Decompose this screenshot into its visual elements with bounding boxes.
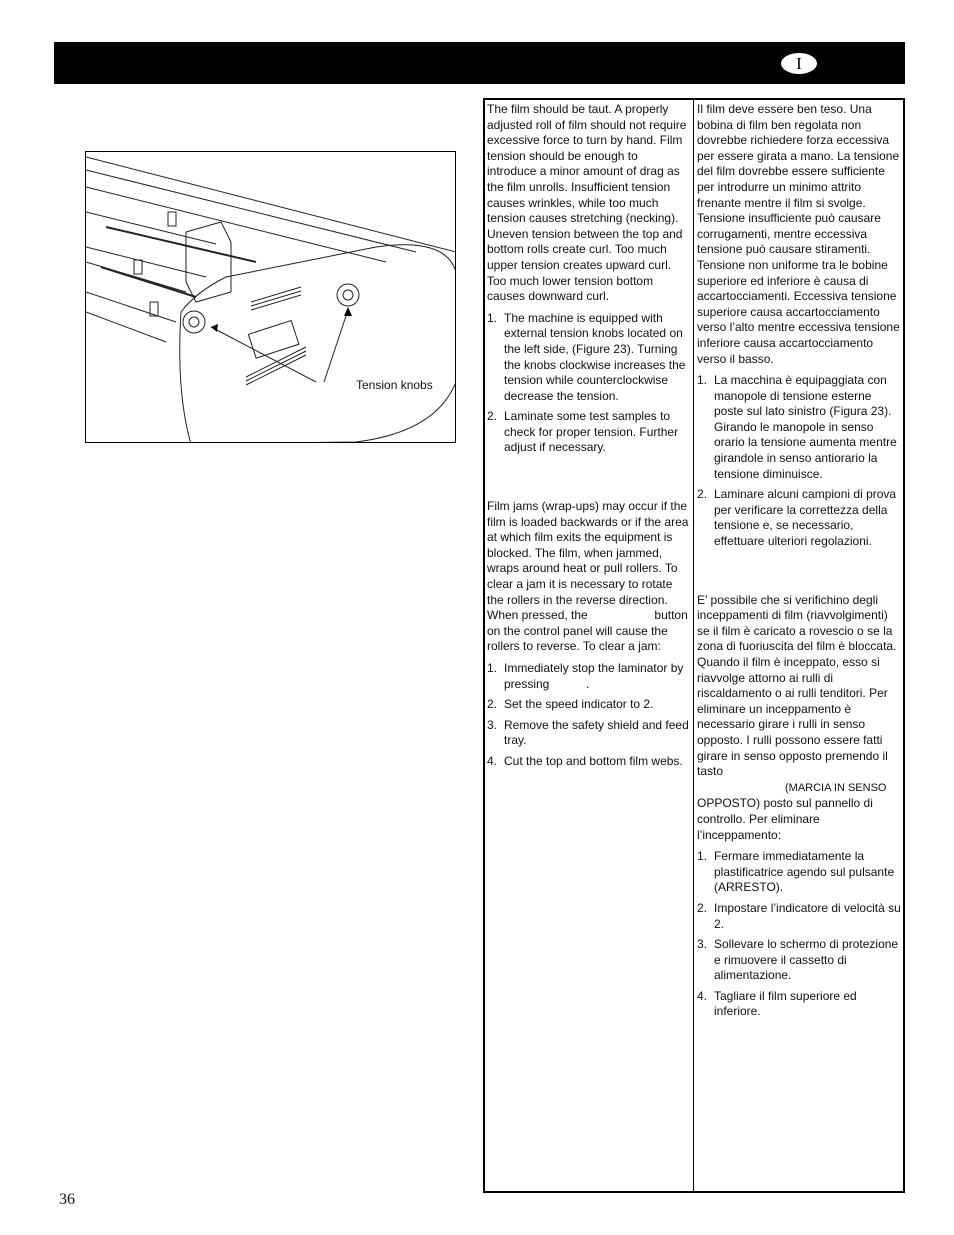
jam-intro-it: E’ possibile che si verifichino degli inceppamenti di film (riavvolgimenti) se il film è caricato a rovescio o se la zona di fuoriuscita del film è bloccata. Quando il film è inceppato, esso si riavvolge attorno ai rulli di riscaldamento o ai rulli tenditori. Per eliminare un inceppamento è necessario girare i rulli in senso opposto. I rulli possono essere fatti girare in senso opposto premendo il tasto (MARCIA IN SENSO OPPOSTO) posto sul pannello di controllo. Per eliminare l’inceppamento: (697, 592, 897, 842)
tension-knobs-label: Tension knobs (356, 378, 433, 392)
list-item: 1. The machine is equipped with external tension knobs located on the left side, (Figure 23). Turning the knobs clockwise increases the tension while counterclockwise decrease the tension. (487, 310, 686, 403)
laminator-illustration (86, 152, 456, 443)
english-column (487, 102, 692, 775)
header-bar (54, 42, 905, 84)
laminator-figure (85, 151, 456, 443)
list-item: 2. Set the speed indicator to 2. (487, 697, 654, 712)
list-item: 1. La macchina è equipaggiata con manopole di tensione esterne poste sul lato sinistro (Figura 23). Girando le manopole in senso orario la tensione aumenta mentre girandole in senso antiorario la tensione diminuisce. (697, 373, 897, 481)
tension-intro-en: The film should be taut. A properly adjusted roll of film should not require excessive force to turn by hand. Film tension should be enough to introduce a minor amount of drag as the film unrolls. Insufficient tension causes wrinkles, while too much tension causes stretching (necking). Uneven tension between the top and bottom rolls create curl. Too much upper tension creates upward curl. Too much lower tension bottom causes downward curl. (487, 102, 687, 304)
list-item: 2. Impostare l’indicatore di velocità su 2. (697, 900, 901, 931)
list-item: 1. Immediately stop the laminator by pressing . (487, 661, 687, 691)
italian-column (697, 102, 935, 1025)
list-item: 3. Sollevare lo schermo di protezione e rimuovere il cassetto di alimentazione. (697, 937, 899, 983)
list-item: 1. Fermare immediatamente la plastificatrice agendo sul pulsante (ARRESTO). (697, 849, 935, 895)
list-item: 2. Laminare alcuni campioni di prova per verificare la correttezza della tensione e, se necessario, effettuare ulteriori regolazioni. (697, 487, 897, 549)
list-item: 4. Tagliare il film superiore ed inferiore. (697, 988, 857, 1019)
list-item: 3. Remove the safety shield and feed tray. (487, 717, 689, 748)
tension-steps-en (487, 311, 689, 456)
page-number: 36 (59, 1191, 75, 1208)
tension-steps-it (697, 373, 902, 550)
list-item: 2. Laminate some test samples to check for proper tension. Further adjust if necessary. (487, 409, 679, 455)
list-item: 4. Cut the top and bottom film webs. (487, 753, 683, 768)
jam-intro-en: Film jams (wrap-ups) may occur if the film is loaded backwards or if the area at which film exits the equipment is blocked. The film, when jammed, wraps around heat or pull rollers. To clear a jam it is necessary to rotate the rollers in the reverse direction. When pressed, the button on the control panel will cause the rollers to reverse. To clear a jam: (487, 499, 692, 654)
tension-intro-it: Il film deve essere ben teso. Una bobina di film ben regolata non dovrebbe richiedere forza eccessiva per essere girata a mano. La tensione del film dovrebbe essere sufficiente per introdurre un minimo attrito frenante mentre il film si svolge. Tensione insufficiente può causare corrugamenti, mentre eccessiva tensione può causare stiramenti. Tensione non uniforme tra le bobine superiore ed inferiore è causa di accartocciamenti. Eccessiva tensione superiore causa accartocciamento verso l’alto mentre eccessiva tensione inferiore causa accartocciamento verso il basso. (697, 102, 900, 366)
column-divider (693, 100, 694, 1191)
bilingual-text-table (483, 98, 935, 1193)
language-badge: I (781, 53, 817, 74)
jam-steps-it (697, 849, 935, 1020)
jam-steps-en (487, 661, 689, 770)
